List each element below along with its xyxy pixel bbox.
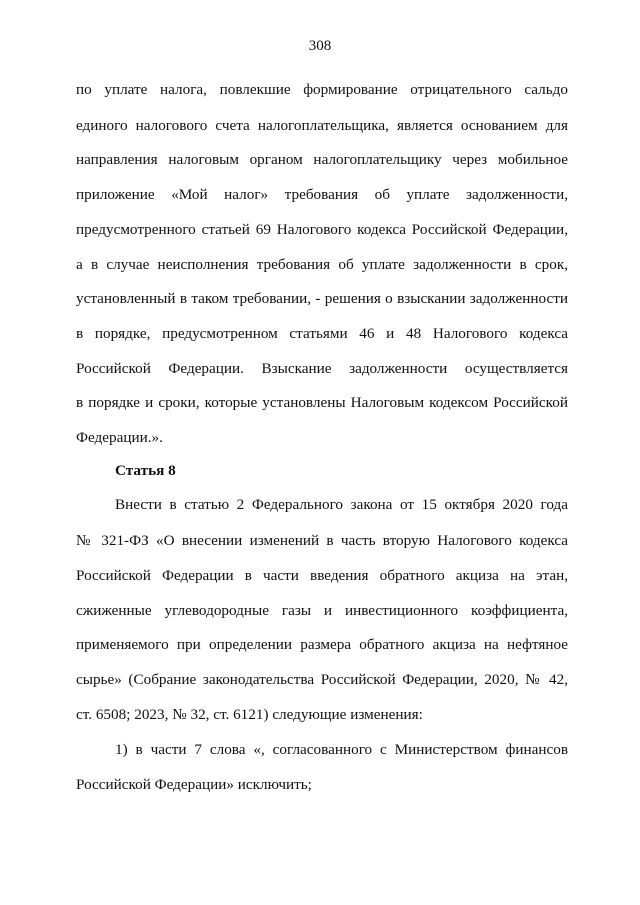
continuation-line-2: единого налогового счета налогоплательщика, является основанием для xyxy=(76,117,568,134)
continuation-line-4: приложение «Мой налог» требования об уплате задолженности, xyxy=(76,186,568,203)
continuation-line-7: установленный в таком требовании, - решения о взыскании задолженности xyxy=(76,290,568,307)
continuation-line-11: Федерации.». xyxy=(76,429,163,446)
continuation-line-5: предусмотренного статьей 69 Налогового кодекса Российской Федерации, xyxy=(76,221,568,238)
article-intro-line-6: сырье» (Собрание законодательства Российской Федерации, 2020, № 42, xyxy=(76,671,568,688)
article-intro-line-7: ст. 6508; 2023, № 32, ст. 6121) следующие изменения: xyxy=(76,706,423,723)
article-intro-line-2: № 321-ФЗ «О внесении изменений в часть вторую Налогового кодекса xyxy=(76,532,568,549)
item-1-line-2: Российской Федерации» исключить; xyxy=(76,776,312,793)
continuation-line-10: в порядке и сроки, которые установлены Налоговым кодексом Российской xyxy=(76,394,568,411)
page-number: 308 xyxy=(308,38,332,54)
continuation-line-6: а в случае неисполнения требования об уплате задолженности в срок, xyxy=(76,256,568,273)
article-intro-line-3: Российской Федерации в части введения обратного акциза на этан, xyxy=(76,567,568,584)
article-intro-line-4: сжиженные углеводородные газы и инвестиционного коэффициента, xyxy=(76,602,568,619)
item-1-line-1: 1) в части 7 слова «, согласованного с Министерством финансов xyxy=(115,741,568,758)
continuation-line-1: по уплате налога, повлекшие формирование отрицательного сальдо xyxy=(76,81,568,98)
article-heading: Статья 8 xyxy=(115,462,176,479)
continuation-line-3: направления налоговым органом налогоплательщику через мобильное xyxy=(76,151,568,168)
continuation-line-9: Российской Федерации. Взыскание задолженности осуществляется xyxy=(76,360,568,377)
article-intro-line-1: Внести в статью 2 Федерального закона от 15 октября 2020 года xyxy=(115,496,568,513)
article-intro-line-5: применяемого при определении размера обратного акциза на нефтяное xyxy=(76,636,568,653)
continuation-line-8: в порядке, предусмотренном статьями 46 и 48 Налогового кодекса xyxy=(76,325,568,342)
